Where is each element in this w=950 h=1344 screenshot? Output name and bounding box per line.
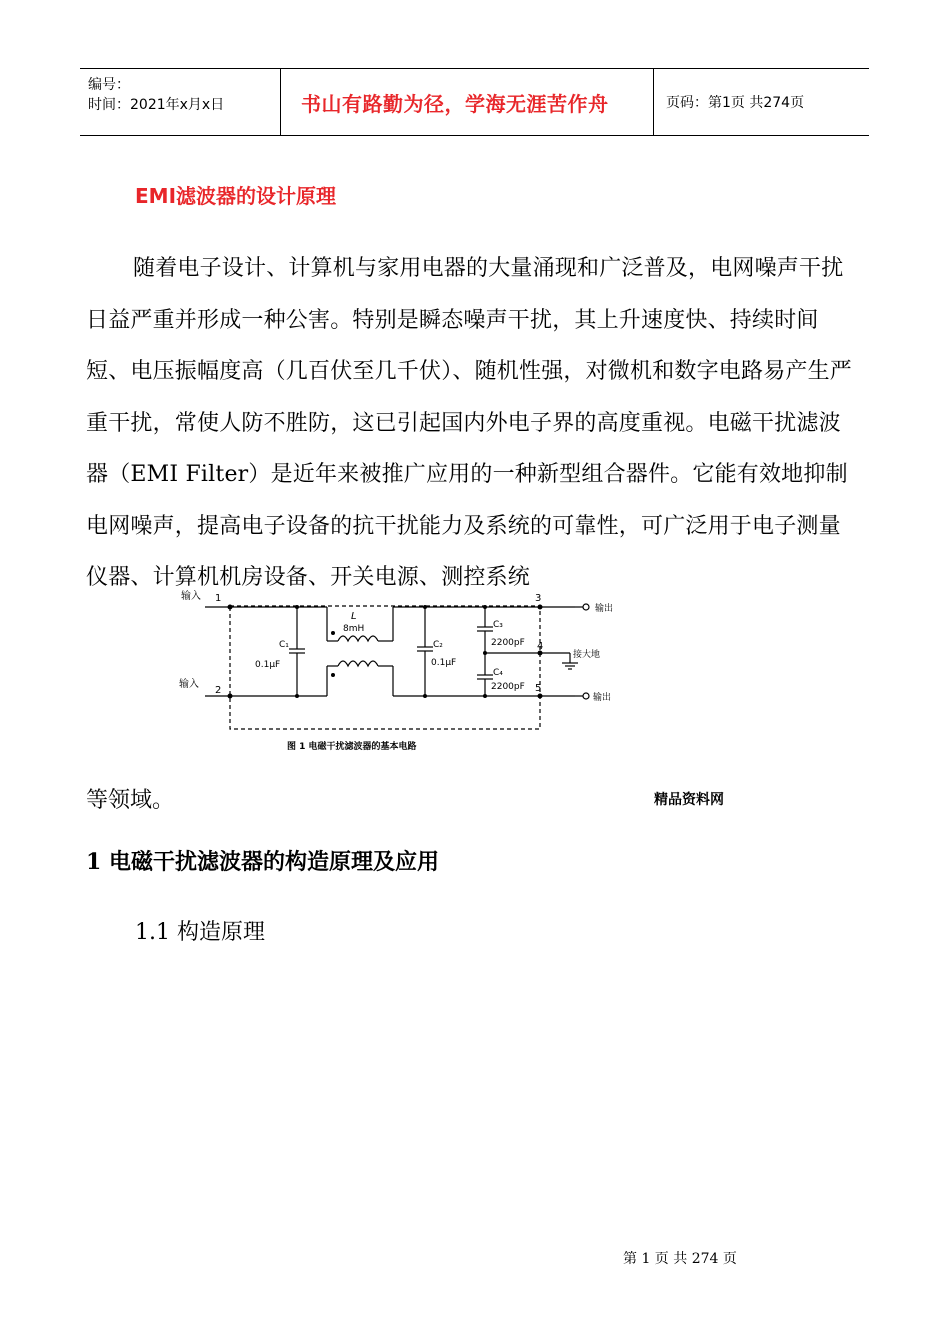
c3-label: C₃: [493, 620, 503, 630]
c1-label: C₁: [279, 640, 289, 650]
c4-value: 2200pF: [491, 682, 525, 692]
c3-value: 2200pF: [491, 638, 525, 648]
c2-value: 0.1μF: [431, 658, 457, 668]
header-table: [80, 68, 869, 136]
node-3: 3: [535, 593, 542, 604]
output-top-label: 输出: [595, 604, 614, 614]
time-label: 时间：2021年x月x日: [88, 97, 225, 113]
node-5: 5: [535, 683, 542, 694]
watermark-text: 精品资料网: [654, 792, 724, 808]
inductor-top: [338, 636, 378, 641]
input-bottom-label: 输入: [179, 679, 199, 690]
number-label: 编号：: [88, 77, 130, 93]
document-title: EMI滤波器的设计原理: [135, 184, 337, 208]
output-bottom-label: 输出: [593, 693, 612, 703]
header-meta-cell: [80, 69, 281, 135]
c1-value: 0.1μF: [255, 660, 281, 670]
inductor-label: L: [351, 611, 357, 622]
inductor-bottom: [338, 661, 378, 666]
c4-label: C₄: [493, 668, 503, 678]
header-motto: 书山有路勤为径，学海无涯苦作舟: [281, 69, 654, 135]
input-top-label: 输入: [181, 591, 201, 602]
inductor-value: 8mH: [343, 624, 365, 634]
page-footer: 第 1 页 共 274 页: [623, 1251, 737, 1267]
subsection-heading: 1.1 构造原理: [135, 920, 265, 945]
node-2: 2: [215, 685, 222, 696]
figure-caption: 图 1 电磁干扰滤波器的基本电路: [287, 742, 417, 752]
body-paragraph: 随着电子设计、计算机与家用电器的大量涌现和广泛普及，电网噪声干扰日益严重并形成一种公害。特别是瞬态噪声干扰，其上升速度快、持续时间短、电压振幅度高（几百伏至几千伏）、随机性强，对微机和数字电路易产生严重干扰，常使人防不胜防，这已引起国内外电子界的高度重视。电磁干扰滤波器（EMI Filter）是近年来被推广应用的一种新型组合器件。它能有效地抑制电网噪声，提高电子设备的抗干扰能力及系统的可靠性，可广泛用于电子测量仪器、计算机机房设备、开关电源、测控系统: [86, 256, 853, 590]
ground-label: 接大地: [573, 650, 601, 660]
paragraph-end: 等领域。: [86, 788, 175, 813]
c2-label: C₂: [433, 640, 443, 650]
header-page-info: 页码：第1页 共274页: [666, 95, 805, 111]
node-4: 4: [537, 641, 544, 652]
circuit-diagram: [175, 583, 614, 758]
section-heading: 1 电磁干扰滤波器的构造原理及应用: [86, 849, 439, 875]
node-1: 1: [215, 593, 222, 604]
